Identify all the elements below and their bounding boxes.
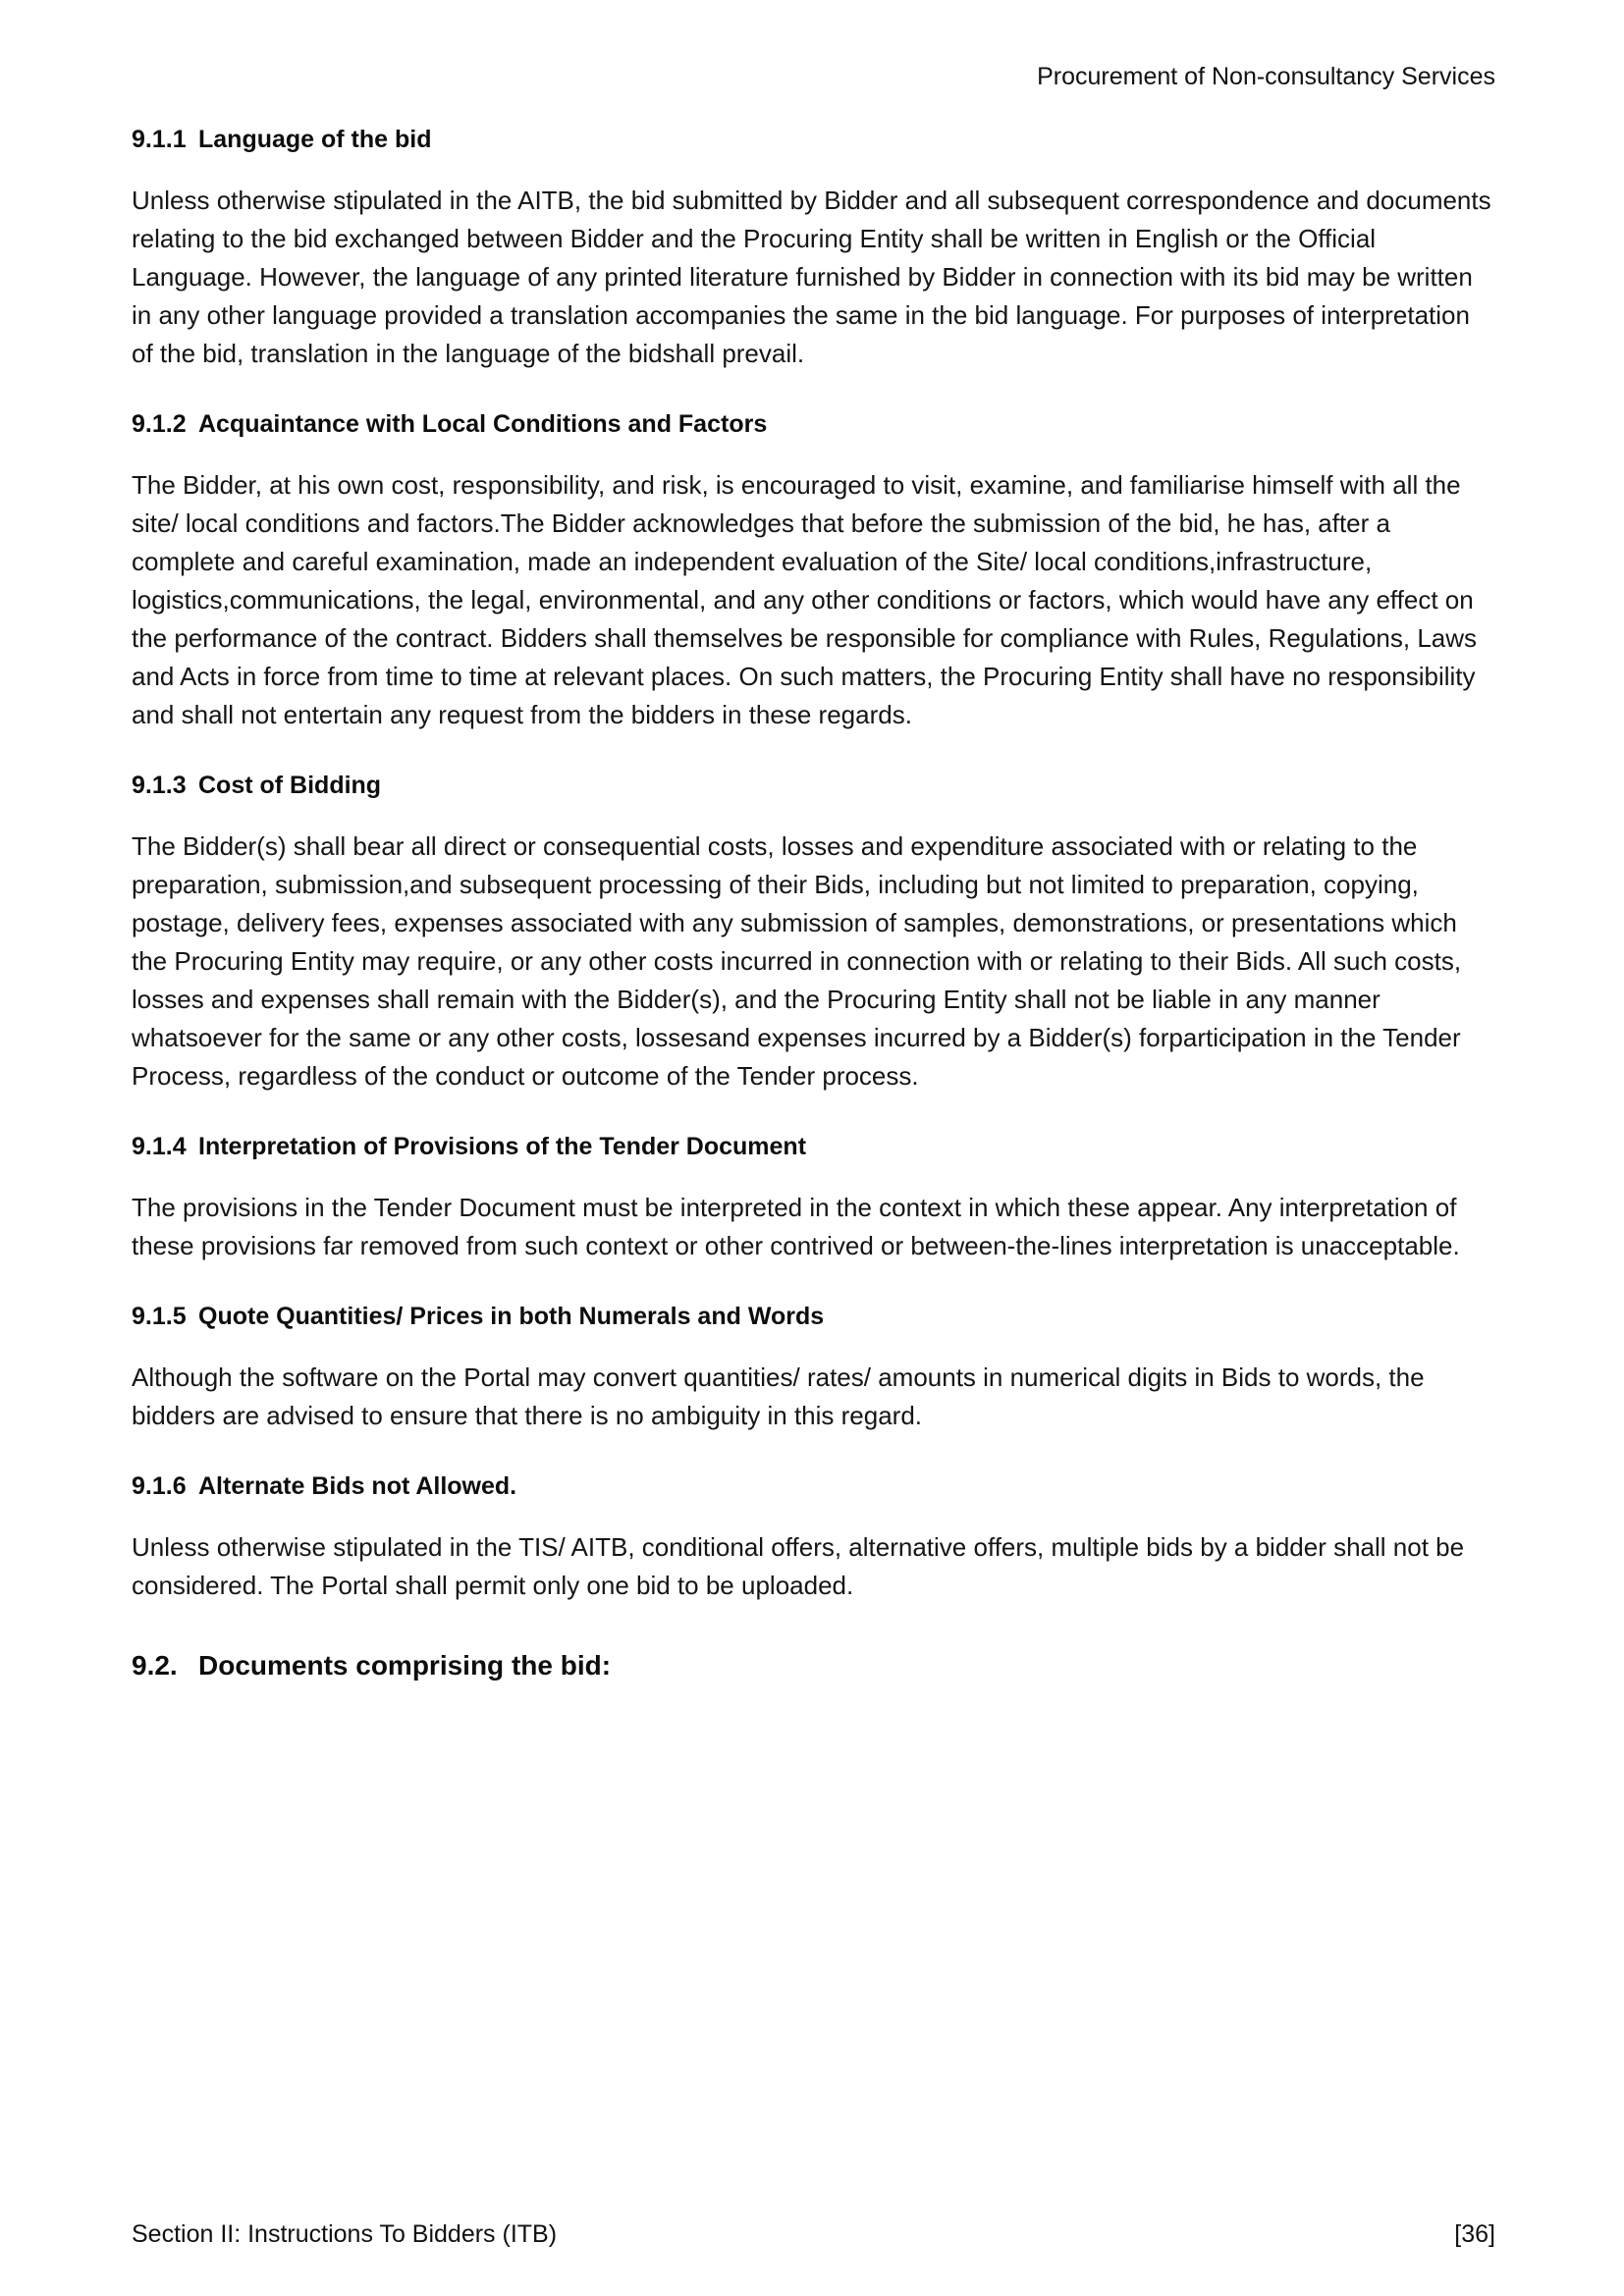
section-heading <box>132 1650 1495 1682</box>
section-body: Although the software on the Portal may convert quantities/ rates/ amounts in numerical digits in Bids to words, the bidders are advised to ensure that there is no ambiguity in this regard. <box>132 1362 1425 1430</box>
header-text: Procurement of Non-consultancy Services <box>1037 63 1495 90</box>
section-title: Interpretation of Provisions of the Tender Document <box>198 1133 807 1160</box>
section-number: 9.1.1 <box>132 126 187 153</box>
page-footer <box>132 2220 1495 2249</box>
section-title: Quote Quantities/ Prices in both Numerals and Words <box>198 1303 825 1330</box>
section-title: Acquaintance with Local Conditions and Factors <box>198 410 768 438</box>
section-title: Documents comprising the bid: <box>198 1650 612 1681</box>
section-body: The Bidder(s) shall bear all direct or consequential costs, losses and expenditure associated with or relating to the preparation, submission,and subsequent processing of their Bids, including but not limited to preparation, copying, postage, delivery fees, expenses associated with any submission of samples, demonstrations, or presentations which the Procuring Entity may require, or any other costs incurred in connection with or relating to their Bids. All such costs, losses and expenses shall remain with the Bidder(s), and the Procuring Entity shall not be liable in any manner whatsoever for the same or any other costs, lossesand expenses incurred by a Bidder(s) forparticipation in the Tender Process, regardless of the conduct or outcome of the Tender process. <box>132 831 1462 1091</box>
section-title: Language of the bid <box>198 126 432 153</box>
section-cost-of-bidding <box>132 772 1495 1095</box>
section-title: Cost of Bidding <box>198 772 382 799</box>
section-body: The Bidder, at his own cost, responsibility, and risk, is encouraged to visit, examine, and familiarise himself with all the site/ local conditions and factors.The Bidder acknowledges that before the submission of the bid, he has, after a complete and careful examination, made an independent evaluation of the Site/ local conditions,infrastructure, logistics,communications, the legal, environmental, and any other conditions or factors, which would have any effect on the performance of the contract. Bidders shall themselves be responsible for compliance with Rules, Regulations, Laws and Acts in force from time to time at relevant places. On such matters, the Procuring Entity shall have no responsibility and shall not entertain any request from the bidders in these regards. <box>132 470 1478 729</box>
document-content <box>132 126 1495 1709</box>
section-interpretation-of-provisions <box>132 1133 1495 1265</box>
section-quote-quantities-prices <box>132 1303 1495 1435</box>
section-language-of-the-bid <box>132 126 1495 373</box>
footer-section-label: Section II: Instructions To Bidders (ITB) <box>132 2220 558 2248</box>
section-body: The provisions in the Tender Document must be interpreted in the context in which these appear. Any interpretation of these provisions far removed from such context or other contrived or between-the-lines interpretation is unacceptable. <box>132 1193 1460 1260</box>
section-body: Unless otherwise stipulated in the TIS/ AITB, conditional offers, alternative offers, multiple bids by a bidder shall not be considered. The Portal shall permit only one bid to be uploaded. <box>132 1532 1465 1600</box>
section-alternate-bids-not-allowed <box>132 1472 1495 1605</box>
section-heading <box>132 126 1495 154</box>
section-heading <box>132 1133 1495 1161</box>
section-body: Unless otherwise stipulated in the AITB, the bid submitted by Bidder and all subsequent correspondence and documents relating to the bid exchanged between Bidder and the Procuring Entity shall be written in English or the Official Language. However, the language of any printed literature furnished by Bidder in connection with its bid may be written in any other language provided a translation accompanies the same in the bid language. For purposes of interpretation of the bid, translation in the language of the bidshall prevail. <box>132 186 1491 368</box>
section-number: 9.1.6 <box>132 1472 187 1500</box>
section-title: Alternate Bids not Allowed. <box>198 1472 517 1500</box>
section-number: 9.1.2 <box>132 410 187 438</box>
section-heading <box>132 772 1495 800</box>
page-header <box>132 63 1495 91</box>
section-number: 9.1.4 <box>132 1133 187 1160</box>
section-heading <box>132 410 1495 439</box>
section-heading <box>132 1303 1495 1331</box>
section-heading <box>132 1472 1495 1501</box>
section-number: 9.2. <box>132 1650 178 1681</box>
section-number: 9.1.3 <box>132 772 187 799</box>
section-documents-comprising-the-bid <box>132 1650 1495 1682</box>
section-number: 9.1.5 <box>132 1303 187 1330</box>
section-acquaintance-local-conditions <box>132 410 1495 734</box>
footer-page-number: [36] <box>1454 2220 1495 2248</box>
